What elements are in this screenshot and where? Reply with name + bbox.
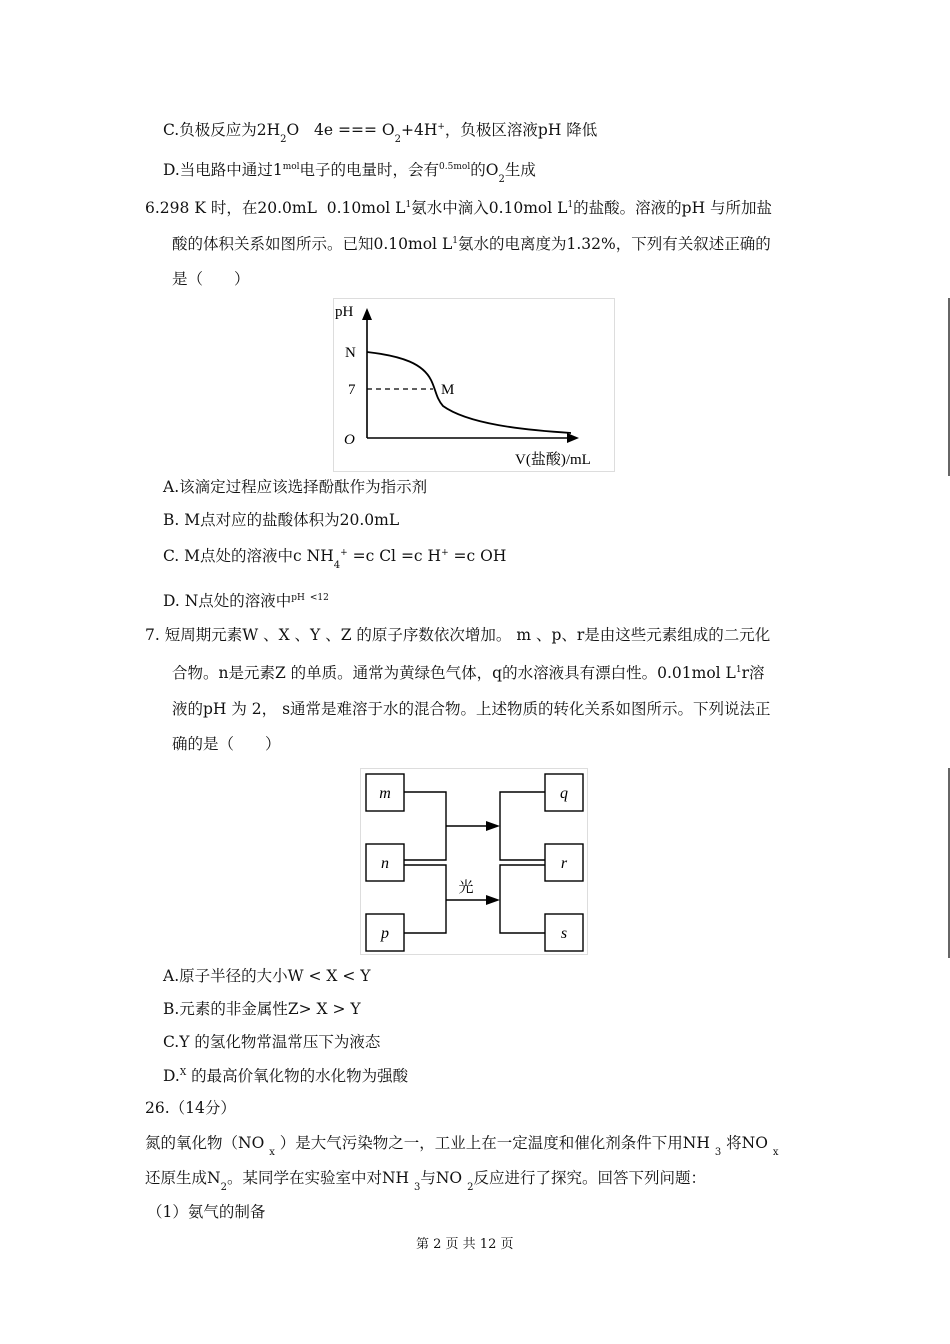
page-footer: 第 2 页 共 12 页 (416, 1237, 514, 1252)
q6-option-a: A.该滴定过程应该选择酚酞作为指示剂 (163, 478, 428, 496)
label-r: r (560, 855, 568, 872)
q5-option-d: D.当电路中通过$1^{mol}$电子的电量时，会有$^{0.5mol}$的$O_2$生成 (163, 161, 536, 185)
q7-option-b: B.元素的非金属性Z> X > Y (163, 1000, 361, 1018)
q7-stem-line4: 确的是（ ） (172, 735, 281, 753)
q6-option-d: D. N点处的溶液中$^{pH}$ $^{<12}$ (163, 592, 329, 610)
q7-stem-line1: 7. 短周期元素W 、X 、Y 、Z 的原子序数依次增加。 m 、p、r是由这些元素组成的二元化 (145, 626, 771, 644)
q26-line2: 还原生成$N_2$。某同学在实验室中对NH $_3$与NO $_2$反应进行了探究。回答下列问题： (145, 1169, 706, 1193)
q7-option-c: C.Y 的氢化物常温常压下为液态 (163, 1033, 381, 1051)
y-axis-label: pH (335, 304, 354, 320)
n-label: N (345, 345, 356, 361)
label-light: 光 (458, 878, 474, 896)
q6-stem-line3: 是（ ） (172, 270, 250, 288)
q7-stem-line3: 液的pH 为 2， s通常是难溶于水的混合物。上述物质的转化关系如图所示。下列说法正 (172, 700, 771, 718)
q5-option-c: C.负极反应为$2H_2O$ 4e === $O_2+4H^+$，负极区溶液pH 降低 (163, 121, 598, 145)
q6-titration-curve-figure (333, 298, 615, 472)
label-m: m (379, 785, 391, 802)
q6-stem-line1: 6.298 K 时，在20.0mL 0.10mol $L^1$氨水中滴入0.10mol $L^1$的盐酸。溶液的pH 与所加盐 (145, 199, 773, 217)
x-axis-label: V(盐酸)/mL (515, 452, 591, 468)
label-q: q (560, 785, 568, 802)
q7-option-d: D.$^X$ 的最高价氧化物的水化物为强酸 (163, 1067, 409, 1085)
ph7-label: 7 (348, 382, 356, 398)
q26-subheading-1: （1）氨气的制备 (147, 1203, 266, 1221)
q26-heading: 26.（14分） (145, 1099, 236, 1117)
label-s: s (560, 925, 568, 942)
label-n: n (381, 855, 389, 872)
q7-option-a: A.原子半径的大小W < X < Y (163, 967, 371, 985)
label-p: p (381, 925, 389, 942)
origin-label: O (344, 432, 355, 448)
q6-option-b: B. M点对应的盐酸体积为20.0mL (163, 511, 400, 529)
m-label: M (441, 382, 455, 398)
q6-option-c: C. M点处的溶液中c $NH_4^+ =c$ Cl =c H+ =c OH (163, 547, 507, 571)
q26-line1: 氮的氧化物（NO $_x$ ）是大气污染物之一，工业上在一定温度和催化剂条件下用NH $_3$ 将NO $_x$ (145, 1134, 779, 1158)
q6-stem-line2: 酸的体积关系如图所示。已知0.10mol $L^1$氨水的电离度为1.32%，下列有关叙述正确的 (172, 235, 771, 253)
q7-conversion-diagram (360, 768, 588, 955)
q7-stem-line2: 合物。n是元素Z 的单质。通常为黄绿色气体，q的水溶液具有漂白性。0.01mol $L^1r$溶 (172, 664, 765, 682)
